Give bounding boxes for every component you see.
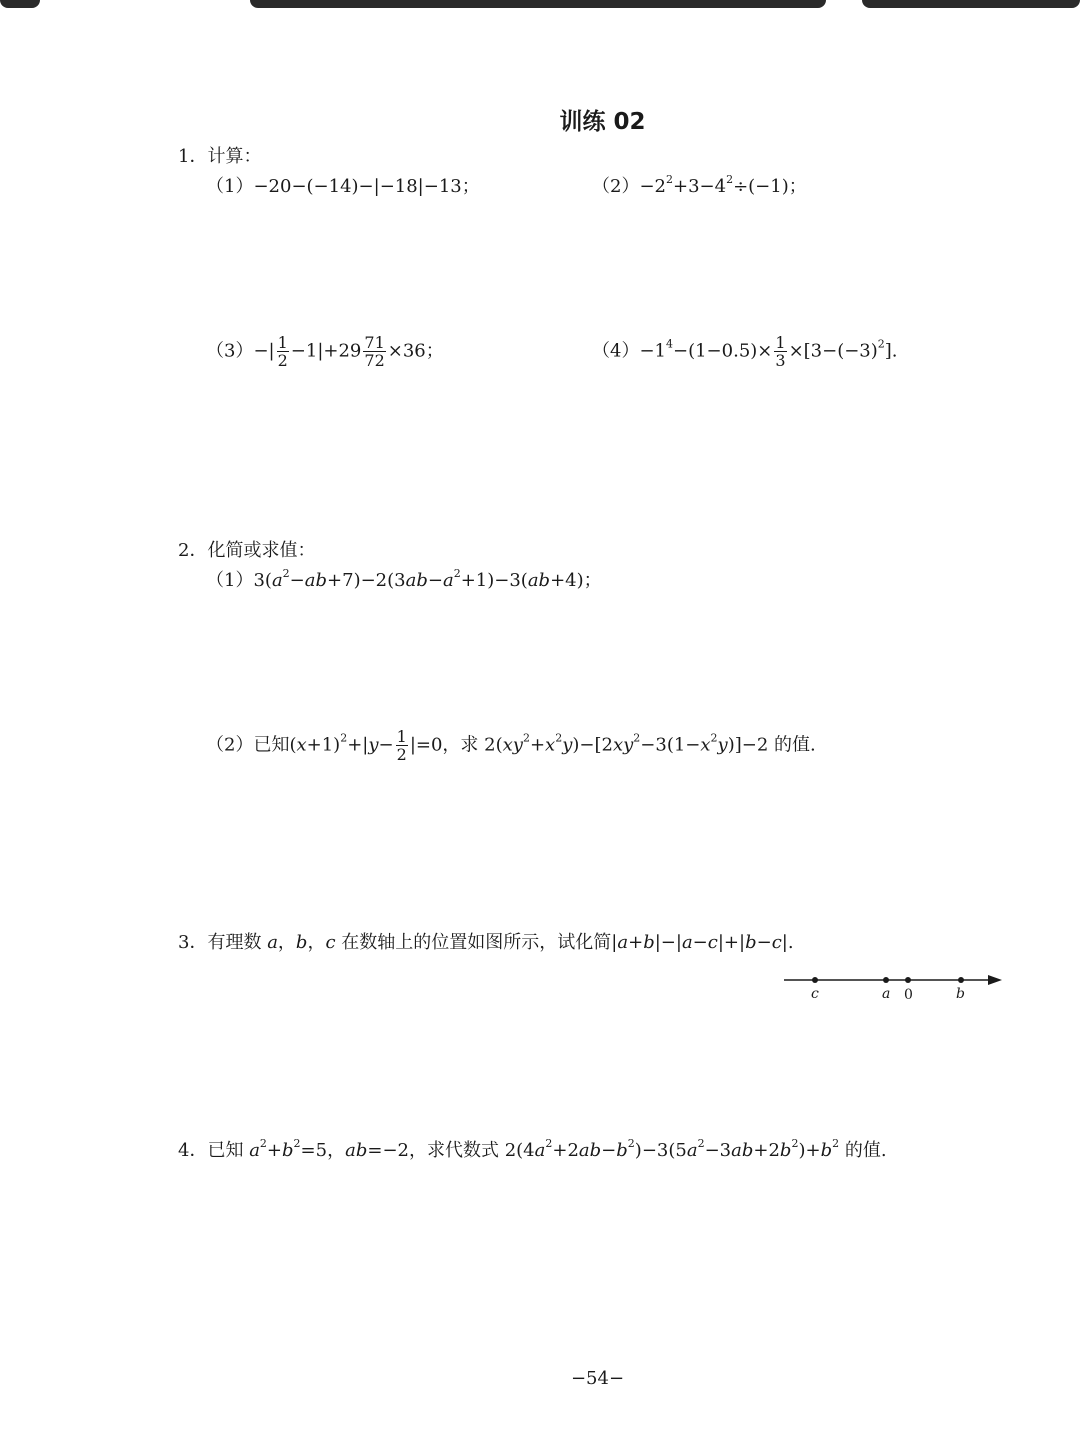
q2-part1-var: ab: [304, 570, 328, 591]
q4-label: 4．已知: [178, 1140, 244, 1161]
q2-part2-frac-num: 1: [396, 727, 407, 746]
q1-part3-pre: −|: [253, 340, 275, 362]
q4-t: 的值.: [844, 1140, 887, 1161]
q2-part2-t: )−[2: [572, 734, 613, 756]
q3-sep: ，: [277, 932, 296, 953]
q3-expr-op: |.: [781, 932, 794, 953]
q4-t: +: [266, 1140, 283, 1161]
q2-part2-var: xy: [502, 734, 523, 756]
q1-part4-fraction-third: [774, 334, 786, 369]
label-a: a: [882, 986, 891, 1002]
q1-part2-exp2: 2: [726, 173, 734, 186]
q3-expr-var: a: [681, 932, 693, 953]
q4-var: b: [779, 1140, 792, 1161]
q3-sep: ，: [307, 932, 326, 953]
q4-text: [178, 1137, 887, 1162]
q2-part1-t: −: [289, 570, 305, 591]
q1-part1: [206, 176, 480, 198]
q3-expr-op: |+|: [717, 932, 746, 953]
q4-var: a: [686, 1140, 698, 1161]
q1-part4-frac-den: 3: [775, 351, 786, 370]
q3-var-b: b: [295, 932, 308, 953]
q4-var: ab: [731, 1140, 754, 1161]
q1-part4-num: （4）: [592, 340, 640, 362]
q4-var: a: [249, 1140, 260, 1161]
q3-expr-op: −: [692, 932, 708, 953]
q2-part2-fraction-half: [396, 728, 408, 763]
q2-part2-exp: 2: [522, 731, 530, 745]
q2-part1-var: ab: [527, 570, 551, 591]
q2-part2-frac-den: 2: [396, 745, 407, 764]
q2-part2-t: +|: [347, 734, 369, 756]
label-c: c: [811, 986, 819, 1002]
q2-part1-num: （1）: [206, 570, 254, 591]
q2-part1-t: 3(: [253, 570, 272, 591]
q3-expr-op: +: [628, 932, 644, 953]
q3-expr-var: b: [745, 932, 757, 953]
q1-part3: [206, 334, 444, 369]
top-bar-right: [862, 0, 1080, 8]
q1-part4-exp1: 4: [666, 337, 673, 351]
q1-part2-post: ÷(−1)；: [733, 176, 807, 197]
q2-part2-exp: 2: [340, 731, 348, 745]
q3-expr-var: a: [617, 932, 629, 953]
number-line-arrow: [988, 975, 1002, 985]
q3-expr-op: |−|: [654, 932, 682, 953]
q2-part2-var: y: [562, 734, 573, 756]
q4-exp: 2: [697, 1137, 705, 1150]
top-bar-center: [250, 0, 826, 8]
q2-part2-var: x: [700, 734, 711, 756]
q4-t: +2: [753, 1140, 780, 1161]
q1-part2: [592, 173, 807, 198]
top-bar-left: [0, 0, 40, 8]
q3-expr-var: c: [771, 932, 782, 953]
q2-part2-t: +: [529, 734, 546, 756]
q4-exp: 2: [832, 1137, 840, 1150]
q1-part3-frac2-den: 72: [364, 351, 385, 370]
q1-part3-frac-num: 1: [277, 333, 288, 352]
q3-rest: 在数轴上的位置如图所示，试化简|: [341, 932, 618, 953]
page-number: −54−: [570, 1368, 625, 1389]
q2-part2-var: y: [368, 734, 379, 756]
q2-part1-t: +1)−3(: [460, 570, 528, 591]
q2-part2-exp: 2: [555, 731, 563, 745]
q3-expr-var: c: [707, 932, 718, 953]
q1-label: 1．计算：: [178, 146, 262, 167]
q4-var: b: [820, 1140, 833, 1161]
q1-part2-pre: −2: [639, 176, 666, 197]
q2-part2-var: x: [545, 734, 556, 756]
q3-var-a: a: [267, 932, 278, 953]
q2-part2: [206, 728, 816, 763]
q4-t: =−2，求代数式 2(4: [367, 1140, 535, 1161]
q3-expr-var: b: [643, 932, 655, 953]
q1-part1-expr: −20−(−14)−|−18|−13；: [253, 176, 480, 197]
q1-part3-post: ×36；: [387, 340, 444, 362]
q3-label: 3．有理数: [178, 932, 262, 953]
q2-part2-t: −: [378, 734, 394, 756]
q1-part4-frac-num: 1: [775, 333, 786, 352]
q4-t: )+: [798, 1140, 821, 1161]
q1-part3-frac-den: 2: [277, 351, 288, 370]
q1-part3-mid: −1|+29: [290, 340, 362, 362]
q2-part2-exp: 2: [633, 731, 641, 745]
q1-part3-num: （3）: [206, 340, 254, 362]
label-b: b: [956, 986, 965, 1002]
q4-var: b: [282, 1140, 294, 1161]
q1-part4: [592, 334, 898, 369]
q2-part1: [206, 567, 602, 592]
q3-text: [178, 932, 794, 954]
q4-exp: 2: [627, 1137, 635, 1150]
q2-part1-t: −: [427, 570, 443, 591]
q2-part2-t: 已知(: [253, 734, 297, 756]
q1-part3-frac2-num: 71: [364, 333, 385, 352]
q4-t: )−3(5: [634, 1140, 687, 1161]
q4-var: ab: [345, 1140, 368, 1161]
q4-t: −3: [704, 1140, 732, 1161]
q1-part2-num: （2）: [592, 176, 640, 197]
page-title: 训练 02: [559, 109, 646, 135]
q2-part2-t: −3(1−: [640, 734, 701, 756]
q2-part1-t: +7)−2(3: [327, 570, 406, 591]
q2-part1-t: +4)；: [550, 570, 602, 591]
q4-exp: 2: [791, 1137, 799, 1150]
q3-expr-op: −: [756, 932, 772, 953]
q2-label: 2．化简或求值：: [178, 540, 316, 561]
q2-part1-exp: 2: [453, 567, 461, 580]
q4-t: −: [601, 1140, 617, 1161]
point-b: [958, 977, 964, 983]
q1-part4-pre: −1: [639, 340, 666, 362]
q2-part1-var: a: [442, 570, 454, 591]
q4-exp: 2: [545, 1137, 553, 1150]
q4-var: a: [534, 1140, 546, 1161]
q4-var: ab: [578, 1140, 602, 1161]
q3-var-c: c: [325, 932, 336, 953]
q2-part2-t: |=0，求 2(: [409, 734, 503, 756]
q4-exp: 2: [293, 1137, 301, 1150]
q2-part2-exp: 2: [710, 731, 718, 745]
point-a: [883, 977, 889, 983]
q1-part3-fraction-half: [277, 334, 289, 369]
q4-exp: 2: [259, 1137, 267, 1150]
q2-part2-t: +1): [306, 734, 341, 756]
q4-var: b: [616, 1140, 628, 1161]
point-c: [812, 977, 818, 983]
q1-part1-num: （1）: [206, 176, 254, 197]
q1-part4-post2: ].: [884, 340, 898, 362]
q2-part2-var: y: [717, 734, 728, 756]
q2-part2-var: x: [296, 734, 307, 756]
q2-part2-num: （2）: [206, 734, 254, 756]
q2-part1-var: a: [271, 570, 283, 591]
label-zero: 0: [904, 987, 913, 1003]
q1-part4-exp2: 2: [877, 337, 885, 351]
q1-part2-mid: +3−4: [673, 176, 727, 197]
q4-t: +2: [552, 1140, 579, 1161]
q1-part4-mid: −(1−0.5)×: [673, 340, 773, 362]
q1-part2-exp1: 2: [666, 173, 673, 186]
q2-part1-exp: 2: [282, 567, 290, 580]
q2-part1-var: ab: [405, 570, 428, 591]
q1-part3-fraction-71-72: [363, 334, 385, 369]
q1-part4-post1: ×[3−(−3): [788, 340, 878, 362]
q4-t: =5，: [300, 1140, 346, 1161]
q2-part2-t: )]−2 的值.: [727, 734, 816, 756]
q2-part2-var: xy: [612, 734, 634, 756]
point-zero: [905, 977, 911, 983]
